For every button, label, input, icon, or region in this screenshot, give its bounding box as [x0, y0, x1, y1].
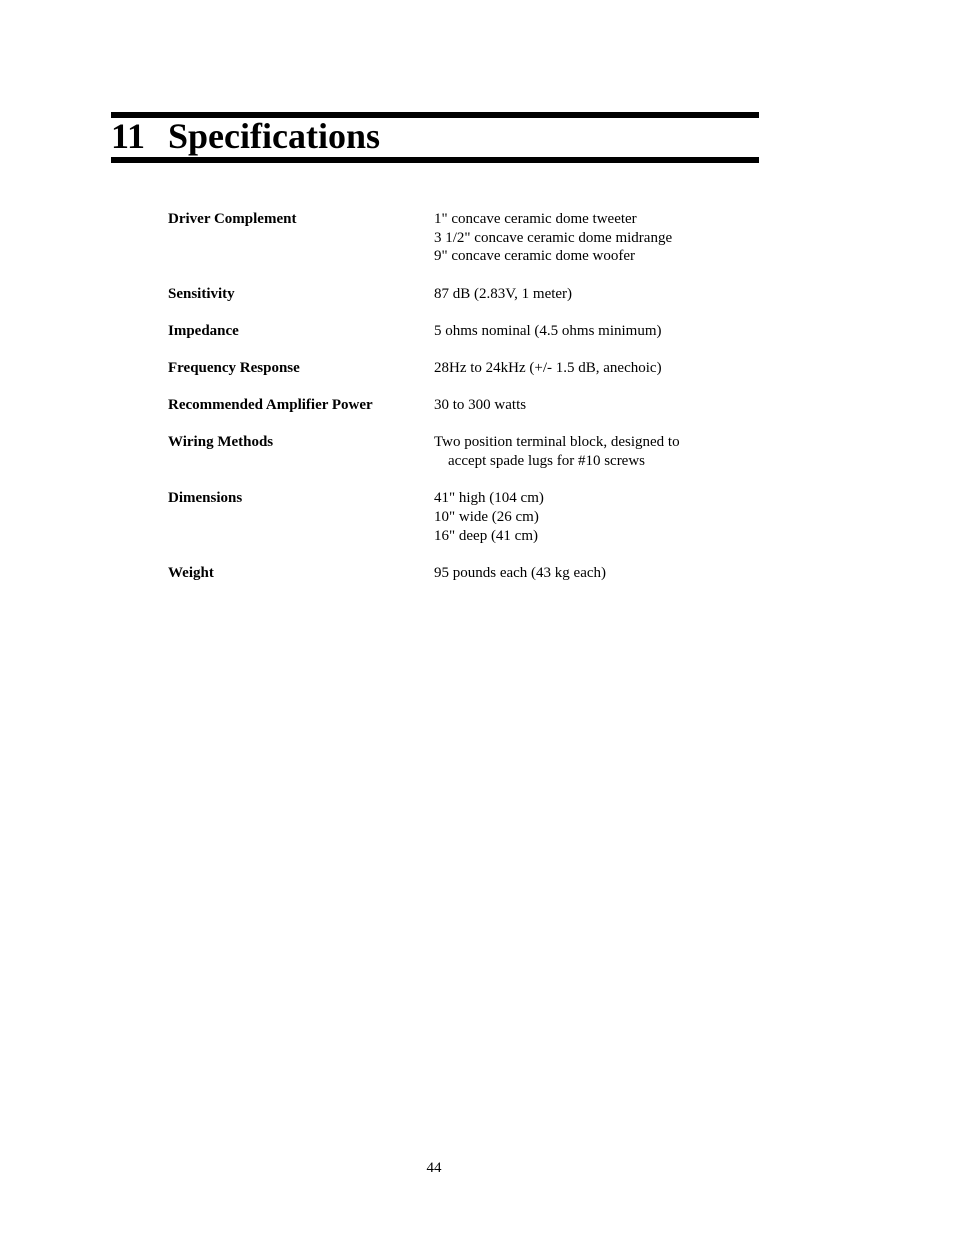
spec-values — [434, 210, 728, 266]
spec-values — [434, 489, 728, 545]
section-number: 11 — [111, 116, 146, 156]
spec-value: Two position terminal block, designed to — [434, 434, 680, 451]
spec-value: 95 pounds each (43 kg each) — [434, 564, 607, 581]
spec-row-driver-complement — [168, 210, 728, 266]
spec-label: Wiring Methods — [168, 434, 274, 451]
spec-values — [434, 285, 728, 304]
spec-label: Sensitivity — [168, 285, 235, 302]
spec-label: Impedance — [168, 322, 239, 339]
spec-value: 16" deep (41 cm) — [434, 527, 539, 544]
spec-value: 5 ohms nominal (4.5 ohms minimum) — [434, 322, 662, 339]
spec-label: Driver Complement — [168, 211, 297, 227]
spec-values — [434, 564, 728, 583]
spec-values — [434, 322, 728, 341]
spec-value: 10" wide (26 cm) — [434, 509, 539, 526]
spec-row-wiring-methods — [168, 433, 728, 470]
spec-values — [434, 359, 728, 378]
spec-row-weight — [168, 564, 728, 583]
spec-table — [168, 210, 728, 601]
spec-value: 28Hz to 24kHz (+/- 1.5 dB, anechoic) — [434, 360, 662, 377]
spec-values — [434, 396, 728, 415]
page-number: 44 — [426, 1160, 442, 1176]
spec-values — [434, 433, 728, 470]
spec-label: Dimensions — [168, 490, 243, 507]
section-title: Specifications — [168, 116, 380, 156]
spec-value: 1" concave ceramic dome tweeter — [434, 211, 637, 227]
spec-row-frequency-response — [168, 359, 728, 378]
spec-value: 3 1/2" concave ceramic dome midrange — [434, 229, 673, 246]
spec-value: 9" concave ceramic dome woofer — [434, 248, 636, 265]
spec-label: Weight — [168, 564, 214, 581]
section-heading — [111, 114, 380, 158]
spec-label: Recommended Amplifier Power — [168, 397, 373, 414]
spec-row-impedance — [168, 322, 728, 341]
spec-value: 87 dB (2.83V, 1 meter) — [434, 285, 573, 302]
spec-value: 30 to 300 watts — [434, 397, 527, 414]
spec-row-sensitivity — [168, 285, 728, 304]
spec-row-amplifier-power — [168, 396, 728, 415]
heading-rule-bottom — [111, 157, 759, 163]
spec-row-dimensions — [168, 489, 728, 545]
spec-label: Frequency Response — [168, 360, 300, 377]
spec-value: 41" high (104 cm) — [434, 490, 544, 507]
spec-value: accept spade lugs for #10 screws — [448, 453, 646, 470]
